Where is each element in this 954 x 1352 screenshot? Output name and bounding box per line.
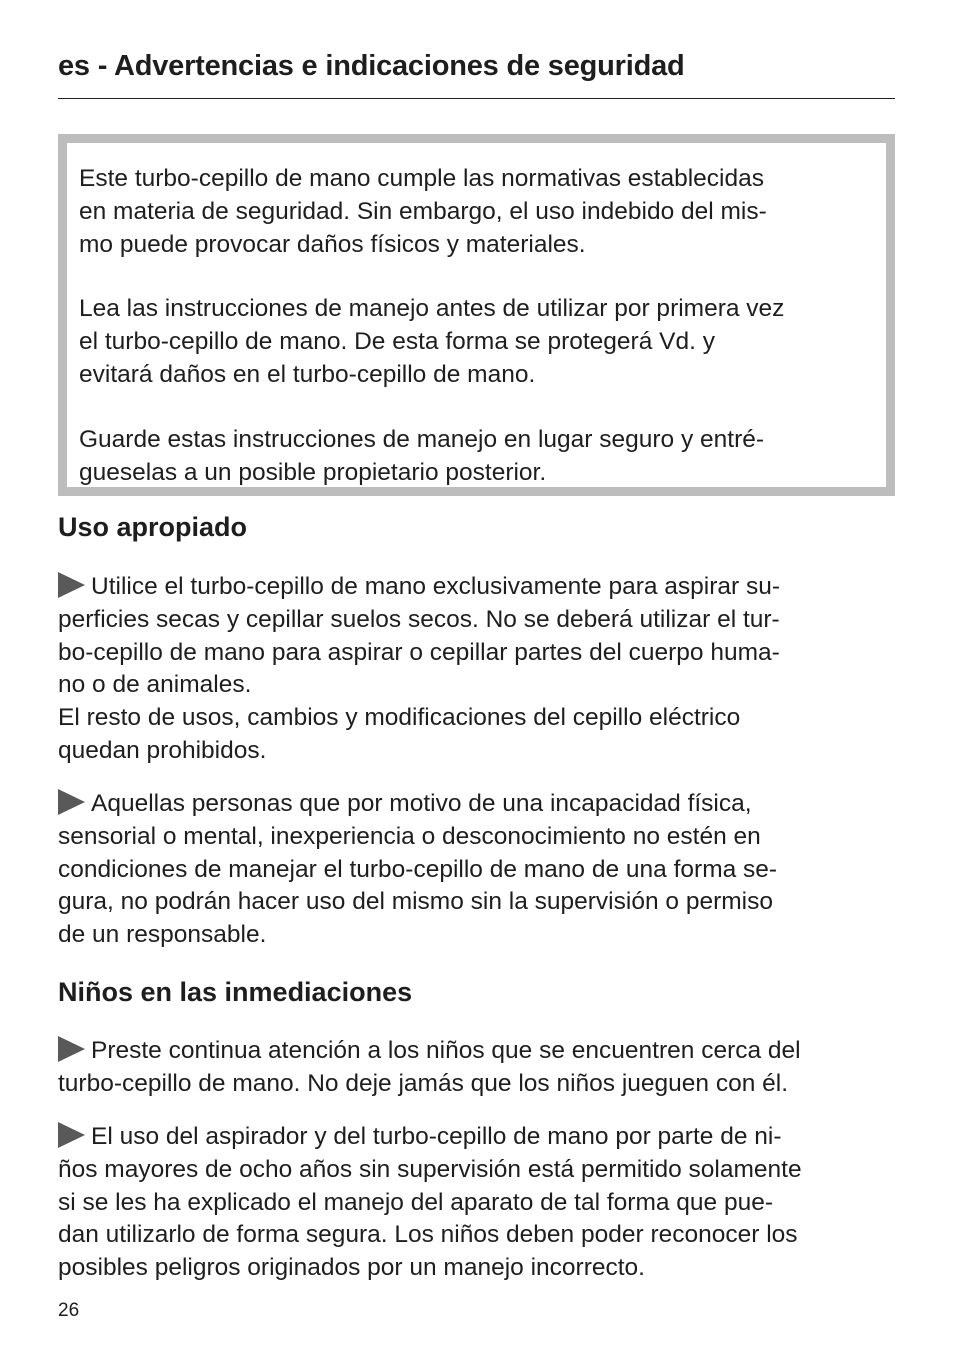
bullet-item — [58, 571, 908, 768]
bullet-item — [58, 1035, 908, 1101]
bullet-item — [58, 788, 908, 952]
triangle-bullet-icon — [58, 789, 85, 815]
page-number: 26 — [58, 1300, 80, 1321]
notice-paragraph: Este turbo-cepillo de mano cumple las normativas establecidas en materia de seguridad. Sin embargo, el uso indebido del mis- mo puede provocar daños físicos y materiales. — [79, 165, 767, 258]
section-heading-ninos: Niños en las inmediaciones — [58, 977, 413, 1007]
bullet-text: Aquellas personas que por motivo de una incapacidad física, sensorial o mental, inexperiencia o desconocimiento no estén en condiciones de manejar el turbo-cepillo de mano de una forma se- gura, no podrán hacer uso del mismo sin la supervisión o permiso de un responsable. — [58, 790, 778, 949]
notice-paragraph: Guarde estas instrucciones de manejo en lugar seguro y entré- gueselas a un posible propietario posterior. — [79, 425, 765, 486]
bullet-text: Preste continua atención a los niños que se encuentren cerca del turbo-cepillo de mano. No deje jamás que los niños jueguen con él. — [58, 1037, 801, 1097]
safety-notice-content — [67, 143, 886, 487]
bullet-text: Utilice el turbo-cepillo de mano exclusivamente para aspirar su- perficies secas y cepillar suelos secos. No se deberá utilizar el tur- bo-cepillo de mano para aspirar o cepillar partes del cuerpo huma- no o de animales. El resto de usos, cambios y modificaciones del cepillo eléctrico quedan prohibidos. — [58, 573, 781, 764]
title-rule — [58, 98, 895, 99]
section-heading-uso-apropiado: Uso apropiado — [58, 512, 248, 542]
bullet-text: El uso del aspirador y del turbo-cepillo de mano por parte de ni- ños mayores de ocho años sin supervisión está permitido solamente si se les ha explicado el manejo del aparato de tal forma que pue- dan utilizarlo de forma segura. Los niños deben poder reconocer los posibles peligros originados por un manejo incorrecto. — [58, 1123, 802, 1282]
safety-notice-box — [58, 134, 895, 496]
triangle-bullet-icon — [58, 1036, 85, 1062]
triangle-bullet-icon — [58, 572, 85, 598]
triangle-bullet-icon — [58, 1122, 85, 1148]
page-title: es - Advertencias e indicaciones de seguridad — [58, 50, 685, 82]
notice-paragraph: Lea las instrucciones de manejo antes de utilizar por primera vez el turbo-cepillo de mano. De esta forma se protegerá Vd. y evitará daños en el turbo-cepillo de mano. — [79, 295, 785, 388]
bullet-item — [58, 1121, 908, 1285]
